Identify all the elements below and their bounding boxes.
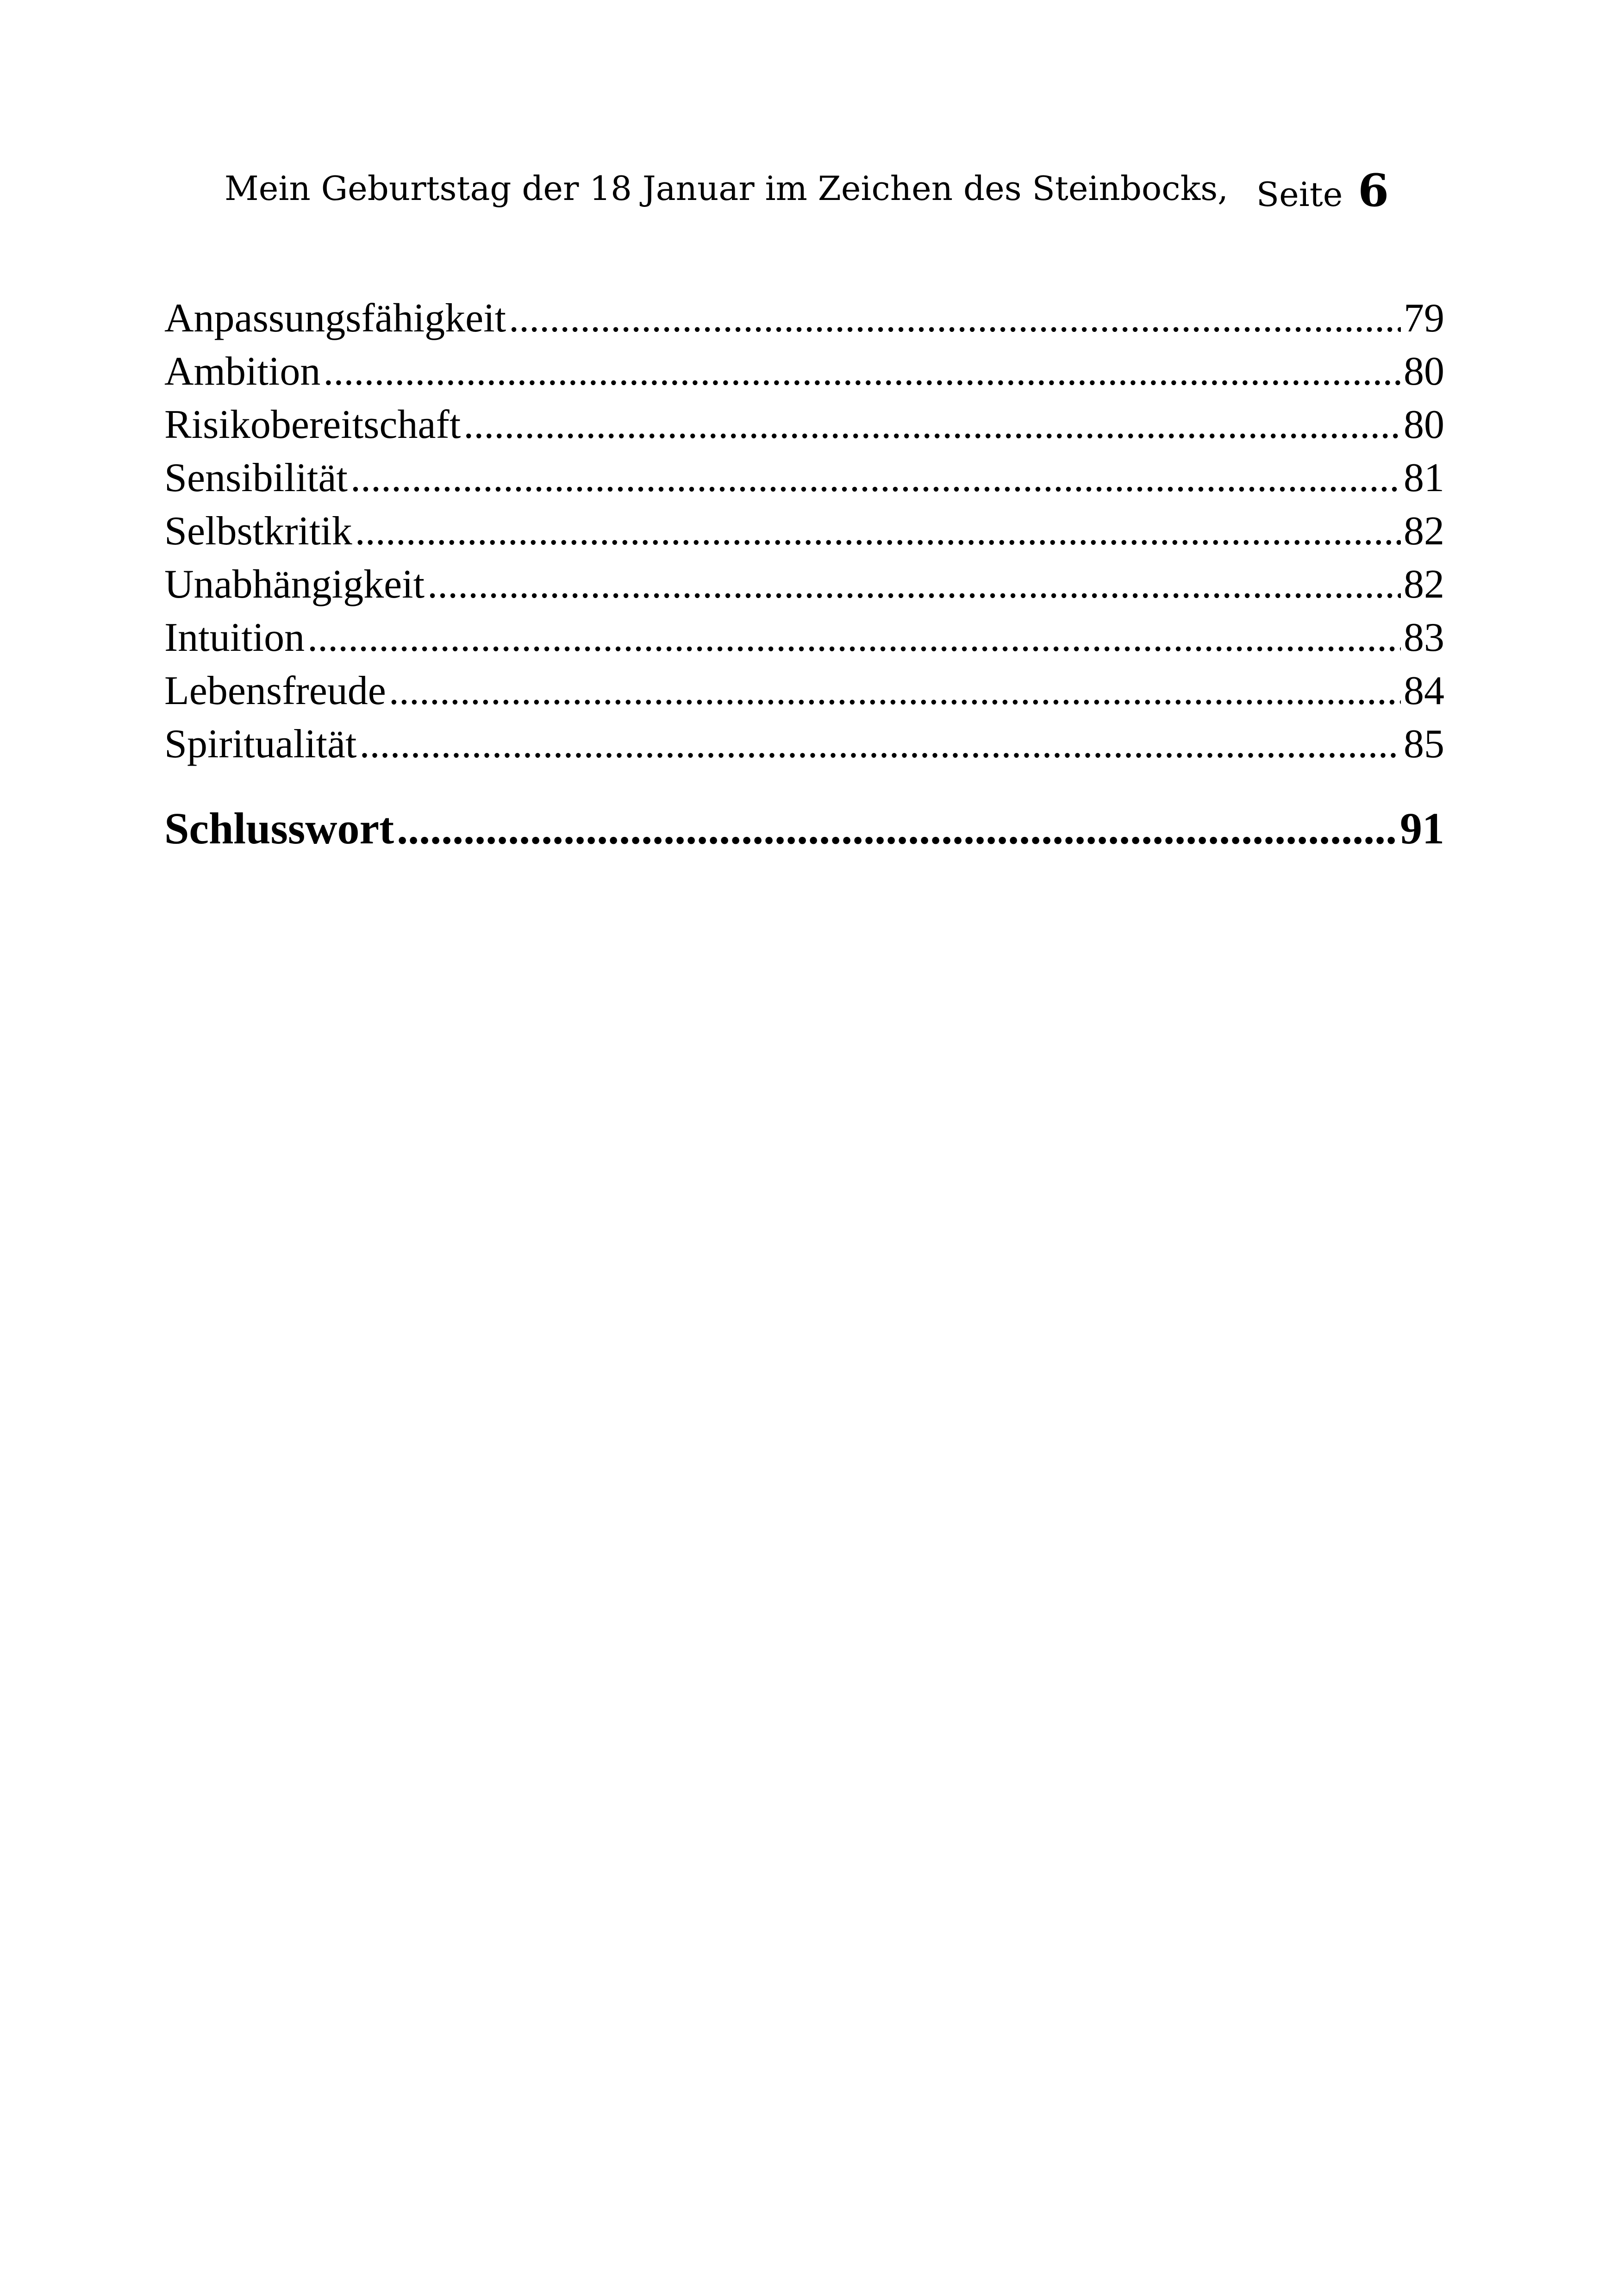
toc-entry-ambition[interactable] (164, 345, 1444, 398)
toc-dot-leader (360, 717, 1401, 771)
toc-entry-selbstkritik[interactable] (164, 505, 1444, 558)
toc-entry-label: Risikobereitschaft (164, 402, 461, 447)
toc-entry-lebensfreude[interactable] (164, 664, 1444, 717)
toc-dot-leader (307, 611, 1401, 664)
toc-entry-unabhaengigkeit[interactable] (164, 558, 1444, 611)
toc-entry-page: 85 (1404, 722, 1444, 767)
toc-entry-label: Lebensfreude (164, 668, 386, 713)
toc-entry-page: 84 (1404, 668, 1444, 713)
toc-entry-intuition[interactable] (164, 611, 1444, 664)
toc-dot-leader (355, 505, 1401, 558)
toc-entry-page: 79 (1404, 296, 1444, 341)
toc-entry-risikobereitschaft[interactable] (164, 398, 1444, 451)
toc-entry-anpassungsfaehigkeit[interactable] (164, 292, 1444, 345)
toc-entry-label: Spiritualität (164, 722, 357, 767)
toc-dot-leader (323, 345, 1401, 398)
toc-entry-page: 82 (1404, 509, 1444, 554)
page-label: Seite (1256, 175, 1343, 214)
toc-entry-label: Selbstkritik (164, 509, 352, 554)
toc-dot-leader (427, 558, 1401, 611)
table-of-contents (164, 292, 1444, 859)
toc-entry-page: 81 (1404, 455, 1444, 500)
toc-entry-page: 80 (1404, 402, 1444, 447)
toc-dot-leader (463, 398, 1401, 451)
toc-entry-schlusswort[interactable] (164, 798, 1444, 859)
toc-entry-label: Schlusswort (164, 804, 394, 853)
page-indicator (1256, 164, 1389, 217)
toc-entry-label: Ambition (164, 349, 321, 394)
toc-entry-spiritualitaet[interactable] (164, 717, 1444, 771)
toc-entry-page: 83 (1404, 615, 1444, 660)
toc-entry-label: Sensibilität (164, 455, 348, 500)
toc-dot-leader (509, 292, 1401, 345)
toc-entry-page: 82 (1404, 562, 1444, 607)
toc-entry-sensibilitaet[interactable] (164, 451, 1444, 505)
toc-entry-page: 80 (1404, 349, 1444, 394)
toc-entry-label: Unabhängigkeit (164, 562, 425, 607)
running-title: Mein Geburtstag der 18 Januar im Zeichen des Steinbocks, (225, 169, 1229, 208)
toc-entry-label: Intuition (164, 615, 305, 660)
page-number: 6 (1358, 164, 1389, 217)
toc-dot-leader (350, 451, 1401, 505)
page-header (225, 164, 1389, 220)
toc-entry-page: 91 (1400, 804, 1444, 853)
toc-dot-leader (389, 664, 1401, 717)
toc-dot-leader (397, 798, 1397, 859)
toc-entry-label: Anpassungsfähigkeit (164, 296, 506, 341)
